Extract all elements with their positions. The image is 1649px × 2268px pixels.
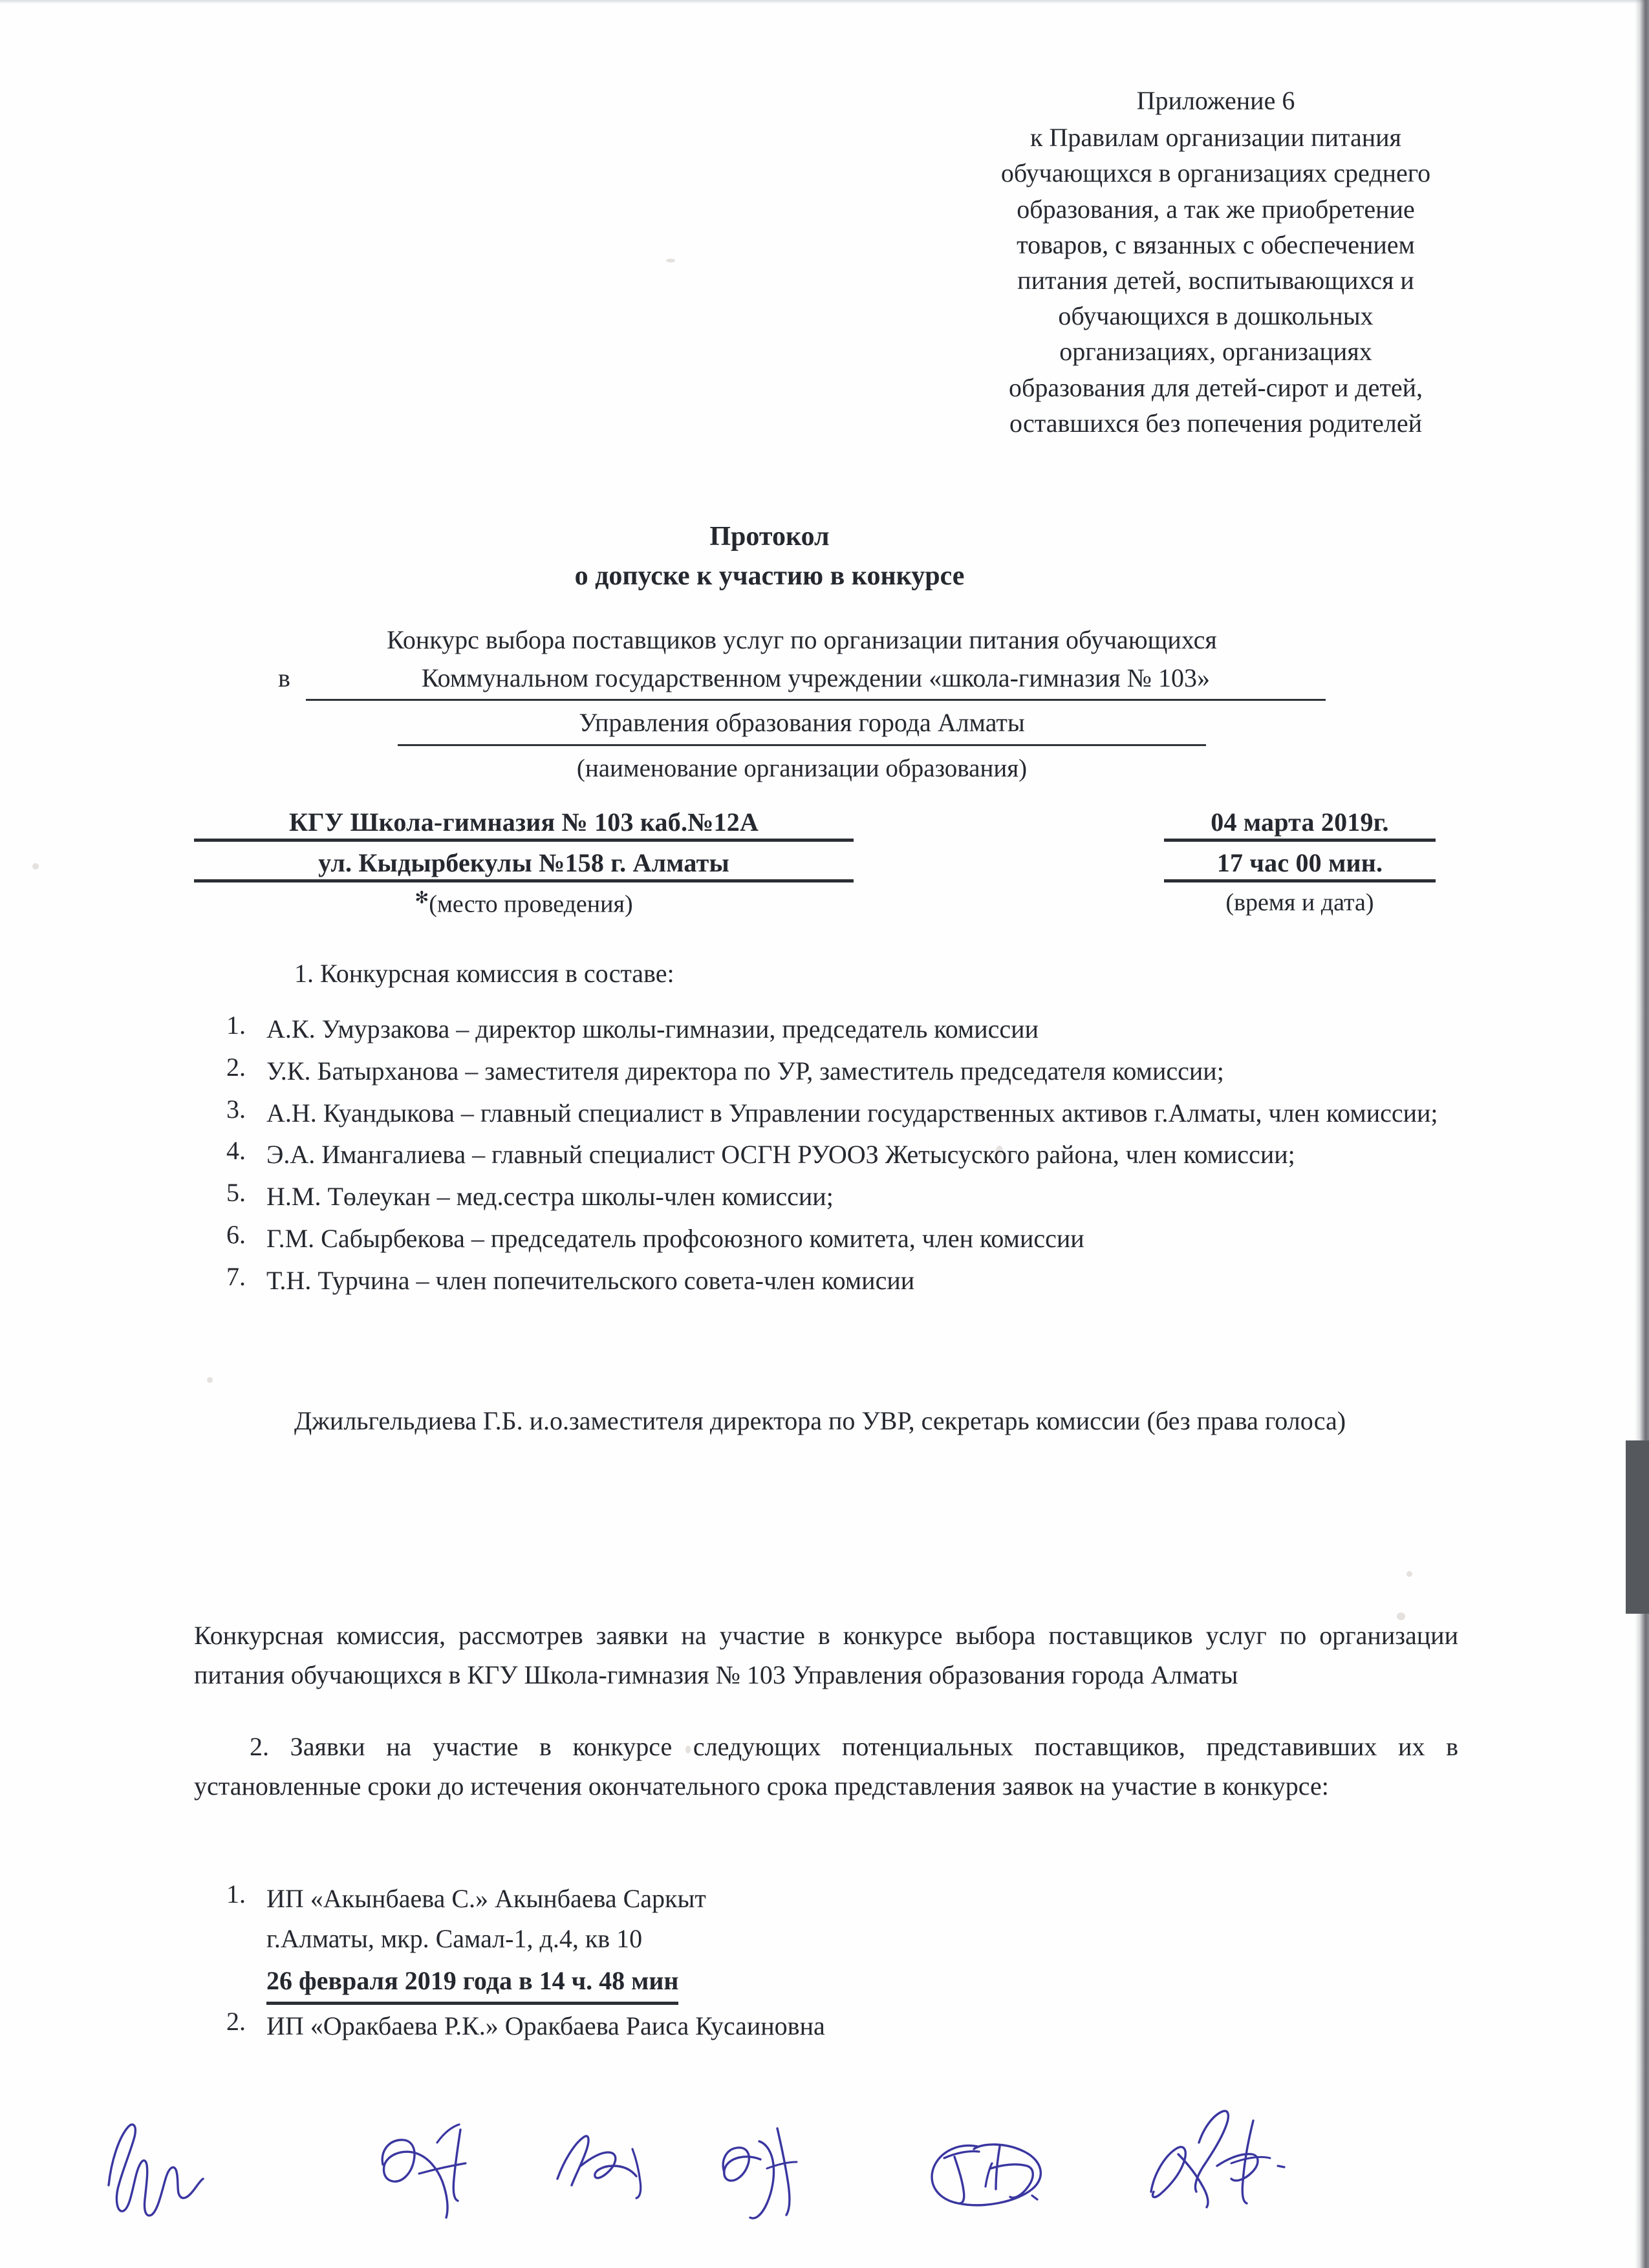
scan-edge-top: [0, 0, 1649, 4]
body-paragraph-2-number: 2.: [250, 1732, 269, 1761]
list-item-number: 6.: [226, 1219, 246, 1249]
commission-secretary: Джильгельдиева Г.Б. и.о.заместителя директора по УВР, секретарь комиссии (без права голоса): [294, 1406, 1346, 1435]
competition-subject: [278, 621, 1326, 787]
appendix-line: обучающихся в дошкольных: [1058, 301, 1374, 331]
appendix-line: питания детей, воспитывающихся и: [1017, 265, 1414, 295]
signature-mark-4: [705, 2101, 860, 2243]
scan-speck: [207, 1377, 213, 1383]
document-title: [0, 517, 1539, 596]
signature-mark-6: [1132, 2101, 1319, 2243]
competition-subject-line: Конкурс выбора поставщиков услуг по организации питания обучающихся: [387, 625, 1217, 654]
scan-speck: [32, 863, 39, 870]
appendix-line: обучающихся в организациях среднего: [1000, 158, 1431, 188]
list-item: [226, 1879, 1326, 2005]
meeting-date: 04 марта 2019г.: [1164, 807, 1436, 842]
scan-edge-right: [1635, 0, 1649, 2268]
document-title-sub: о допуске к участию в конкурсе: [574, 561, 965, 591]
commission-members-list: [226, 1010, 1461, 1303]
supplier-name: ИП «Оракбаева Р.К.» Оракбаева Раиса Кусаиновна: [266, 2011, 825, 2041]
appendix-header: [944, 83, 1487, 441]
list-item-number: 2.: [226, 2007, 246, 2037]
list-item-number: 1.: [226, 1011, 246, 1040]
signature-mark-1: [97, 2101, 291, 2231]
list-item: [226, 1010, 1461, 1049]
list-item: [226, 1135, 1461, 1175]
scan-speck: [1406, 1571, 1412, 1577]
datetime-block: [1164, 807, 1436, 919]
venue-line-1: КГУ Школа-гимназия № 103 каб.№12А: [194, 807, 854, 842]
list-item-number: 7.: [226, 1261, 246, 1291]
venue-date-row: [194, 807, 1436, 919]
list-item: [226, 1177, 1461, 1217]
body-paragraph-1: Конкурсная комиссия, рассмотрев заявки на участие в конкурсе выбора поставщиков услуг по организации питания обучающихся в КГУ Школа-гимназия № 103 Управления образования города Алматы: [194, 1621, 1458, 1689]
supplier-entry: [266, 2006, 1326, 2046]
appendix-line: оставшихся без попечения родителей: [1009, 408, 1423, 438]
appendix-line: организациях, организациях: [1059, 337, 1372, 367]
appendix-line: товаров, с вязанных с обеспечением: [1017, 230, 1415, 259]
venue-block: [194, 807, 854, 919]
list-item-number: 3.: [226, 1094, 246, 1124]
competition-org-name: Коммунальном государственном учреждении «школа-гимназия № 103»: [306, 659, 1326, 701]
signature-mark-2: [369, 2101, 524, 2231]
commission-heading: 1. Конкурсная комиссия в составе:: [294, 959, 674, 988]
body-paragraph-2: [194, 1728, 1458, 1806]
list-item-label: У.К. Батырханова – заместителя директора по УР, заместитель председателя комиссии;: [266, 1056, 1224, 1086]
appendix-line: образования, а так же приобретение: [1017, 194, 1415, 224]
venue-line-2: ул. Кыдырбекулы №158 г. Алматы: [194, 848, 854, 883]
supplier-list: [226, 1879, 1326, 2048]
meeting-time: 17 час 00 мин.: [1164, 848, 1436, 883]
list-item: [226, 1261, 1461, 1301]
document-title-main: Протокол: [709, 522, 830, 551]
appendix-line: к Правилам организации питания: [1030, 123, 1401, 153]
competition-prefix: в: [278, 663, 290, 693]
supplier-name: ИП «Акынбаева С.» Акынбаева Саркыт: [266, 1884, 706, 1913]
list-item: [226, 1094, 1461, 1133]
signature-mark-5: [918, 2101, 1112, 2231]
list-item-label: Э.А. Имангалиева – главный специалист ОСГН РУООЗ Жетысуского района, член комиссии;: [266, 1140, 1295, 1170]
list-item-label: Т.Н. Турчина – член попечительского совета-член комисии: [266, 1265, 915, 1295]
list-item: [226, 2006, 1326, 2046]
list-item-number: 2.: [226, 1052, 246, 1082]
list-item-label: А.Н. Куандыкова – главный специалист в Управлении государственных активов г.Алматы, член комиссии;: [266, 1098, 1438, 1128]
list-item-label: А.К. Умурзакова – директор школы-гимназии, председатель комиссии: [266, 1014, 1039, 1043]
supplier-address: г.Алматы, мкр. Самал-1, д.4, кв 10: [266, 1924, 643, 1954]
datetime-caption: (время и дата): [1225, 889, 1374, 916]
scan-edge-right-dark-band: [1626, 1440, 1649, 1614]
list-item-label: Г.М. Сабырбекова – председатель профсоюзного комитета, член комиссии: [266, 1223, 1084, 1253]
list-item-number: 1.: [226, 1879, 246, 1909]
list-item: [226, 1219, 1461, 1259]
venue-caption: ✻(место проведения): [415, 888, 633, 918]
list-item-label: Н.М. Төлеукан – мед.сестра школы-член комиссии;: [266, 1182, 834, 1212]
signature-mark-3: [550, 2101, 698, 2231]
list-item: [226, 1052, 1461, 1091]
competition-org-authority: Управления образования города Алматы: [398, 703, 1206, 745]
competition-org-row: [278, 659, 1326, 701]
appendix-title: Приложение 6: [1136, 86, 1295, 115]
body-paragraph-2-text: Заявки на участие в конкурсе следующих потенциальных поставщиков, представивших их в установленные сроки до истечения окончательного срока представления заявок на участие в конкурсе:: [194, 1732, 1458, 1801]
asterisk-icon: ✻: [415, 888, 429, 907]
supplier-entry: [266, 1879, 1326, 2005]
list-item-number: 5.: [226, 1178, 246, 1208]
appendix-line: образования для детей-сирот и детей,: [1008, 372, 1423, 402]
supplier-submission-time: 26 февраля 2019 года в 14 ч. 48 мин: [266, 1961, 678, 2005]
scan-speck: [666, 259, 675, 262]
list-item-number: 4.: [226, 1136, 246, 1166]
signature-row: [97, 2101, 1539, 2250]
competition-org-caption: (наименование организации образования): [576, 754, 1028, 782]
